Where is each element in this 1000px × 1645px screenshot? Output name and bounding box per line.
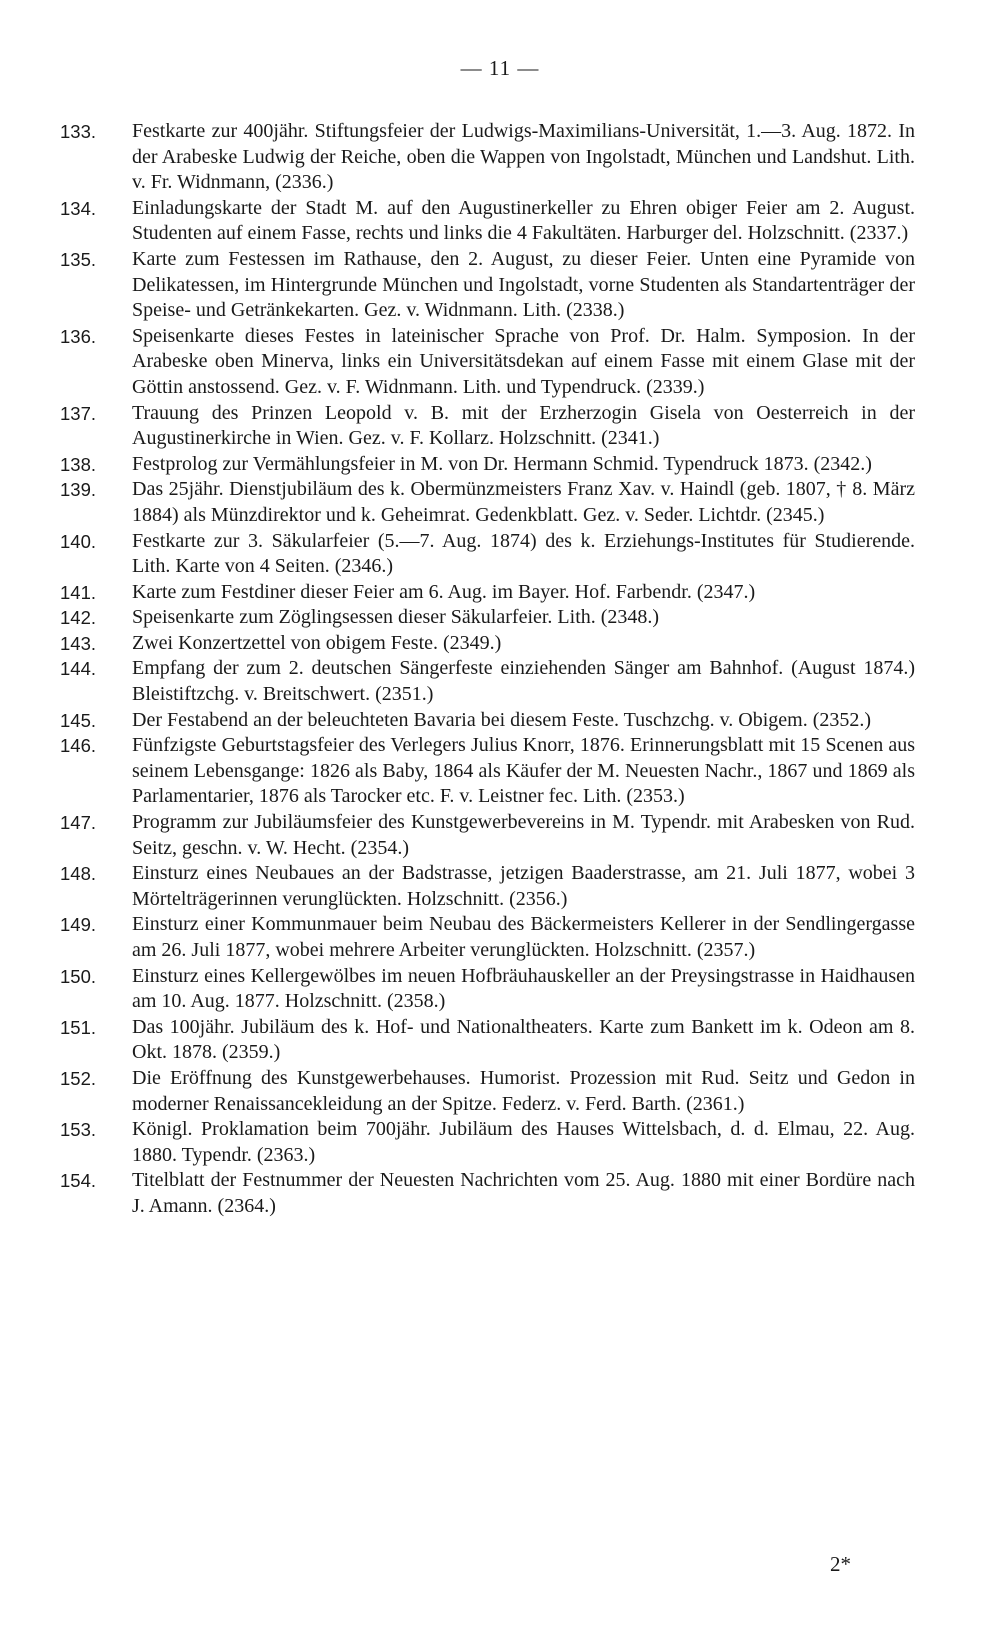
entry-text: Das 25jähr. Dienstjubiläum des k. Obermünzmeisters Franz Xav. v. Haindl (geb. 1807, † 8. März 1884) als Münzdirektor und k. Geheimrat. Gedenkblatt. Gez. v. Seder. Lichtdr. (2345.) [132,478,915,526]
entry-number: 152. [60,1067,97,1089]
entry-number: 137. [60,402,97,424]
catalog-entry [60,119,915,196]
catalog-entry [60,810,915,861]
catalog-entry [60,401,915,452]
catalog-entry [60,656,915,707]
entry-text: Speisenkarte dieses Festes in lateinischer Sprache von Prof. Dr. Halm. Symposion. In der Arabeske oben Minerva, links ein Universitätsdekan auf einem Fasse mit einem Glase mit der Göttin anstossend. Gez. v. F. Widnmann. Lith. und Typendruck. (2339.) [132,324,915,398]
entry-text: Einsturz eines Kellergewölbes im neuen Hofbräuhauskeller an der Preysingstrasse in Haidhausen am 10. Aug. 1877. Holzschnitt. (2358.) [132,964,915,1013]
entry-number: 134. [60,197,97,219]
entry-text: Karte zum Festessen im Rathause, den 2. August, zu dieser Feier. Unten eine Pyramide von Delikatessen, im Hintergrunde München und Ingolstadt, vorne Studenten als Standartenträger der Speise- und Getränkekarten. Gez. v. Widnmann. Lith. (2338.) [132,247,915,322]
catalog-entry [60,529,915,580]
catalog-entry [60,912,915,963]
entry-number: 138. [60,453,97,475]
entry-number: 133. [60,121,97,142]
entry-text: Fünfzigste Geburtstagsfeier des Verlegers Julius Knorr, 1876. Erinnerungsblatt mit 15 Scenen aus seinem Lebensgange: 1826 als Baby, 1864 als Käufer der M. Neuesten Nachr., 1867 und 1869 als Parlamentarier, 1876 als Tarocker etc. F. v. Leistner fec. Lith. (2353.) [132,734,915,808]
catalog-entry [60,247,915,324]
entry-text: Speisenkarte zum Zöglingsessen dieser Säkularfeier. Lith. (2348.) [132,606,660,629]
catalog-entry-list [60,119,915,1220]
entry-number: 150. [60,965,97,987]
entry-number: 151. [60,1016,97,1038]
entry-text: Programm zur Jubiläumsfeier des Kunstgewerbevereins in M. Typendr. mit Arabesken von Rud. Seitz, geschn. v. W. Hecht. (2354.) [132,811,915,859]
entry-number: 140. [60,530,97,552]
entry-text: Zwei Konzertzettel von obigem Feste. (2349.) [132,631,502,654]
catalog-entry [60,324,915,401]
entry-number: 136. [60,325,97,347]
entry-text: Empfang der zum 2. deutschen Sängerfeste einziehenden Sänger am Bahnhof. (August 1874.) Bleistiftzchg. v. Breitschwert. (2351.) [132,657,915,706]
entry-text: Festkarte zur 3. Säkularfeier (5.—7. Aug. 1874) des k. Erziehungs-Institutes für Studierende. Lith. Karte von 4 Seiten. (2346.) [132,529,915,578]
entry-text: Das 100jähr. Jubiläum des k. Hof- und Nationaltheaters. Karte zum Bankett im k. Odeon am 8. Okt. 1878. (2359.) [132,1015,915,1064]
entry-text: Einsturz eines Neubaues an der Badstrasse, jetzigen Baaderstrasse, am 21. Juli 1877, wobei 3 Mörtelträgerinnen verunglückten. Holzschnitt. (2356.) [132,862,915,910]
entry-number: 142. [60,607,97,629]
entry-text: Festkarte zur 400jähr. Stiftungsfeier der Ludwigs-Maximilians-Universität, 1.—3. Aug. 1872. In der Arabeske Ludwig der Reiche, oben die Wappen von Ingolstadt, München und Landshut. Lith. v. Fr. Widnmann, (2336.) [132,120,915,194]
entry-number: 143. [60,632,97,654]
entry-number: 144. [60,658,97,680]
entry-number: 153. [60,1119,97,1141]
catalog-entry [60,1015,915,1066]
entry-text: Festprolog zur Vermählungsfeier in M. von Dr. Hermann Schmid. Typendruck 1873. (2342.) [132,452,872,475]
entry-number: 146. [60,735,97,757]
entry-text: Einladungskarte der Stadt M. auf den Augustinerkeller zu Ehren obiger Feier am 2. August. Studenten auf einem Fasse, rechts und links die 4 Fakultäten. Harburger del. Holzschnitt. (2337.) [132,196,915,245]
catalog-entry [60,196,915,247]
entry-number: 145. [60,709,97,731]
catalog-entry [60,1168,915,1219]
catalog-entry [60,708,915,734]
entry-text: Die Eröffnung des Kunstgewerbehauses. Humorist. Prozession mit Rud. Seitz und Gedon in moderner Renaissancekleidung an der Spitze. Federz. v. Ferd. Barth. (2361.) [132,1066,915,1115]
catalog-entry [60,605,915,631]
catalog-entry [60,964,915,1015]
page-number: — 11 — [460,56,540,80]
entry-text: Einsturz einer Kommunmauer beim Neubau des Bäckermeisters Kellerer in der Sendlingergasse am 26. Juli 1877, wobei mehrere Arbeiter verunglückten. Holzschnitt. (2357.) [132,913,915,961]
entry-number: 139. [60,479,97,501]
catalog-entry [60,477,915,528]
entry-text: Der Festabend an der beleuchteten Bavaria bei diesem Feste. Tuschzchg. v. Obigem. (2352.) [132,708,872,731]
catalog-entry [60,733,915,810]
catalog-entry [60,452,915,478]
entry-number: 135. [60,248,97,270]
entry-text: Trauung des Prinzen Leopold v. B. mit der Erzherzogin Gisela von Oesterreich in der Augustinerkirche in Wien. Gez. v. F. Kollarz. Holzschnitt. (2341.) [132,401,915,450]
catalog-entry [60,1117,915,1168]
entry-text: Titelblatt der Festnummer der Neuesten Nachrichten vom 25. Aug. 1880 mit einer Bordüre nach J. Amann. (2364.) [132,1169,915,1217]
catalog-entry [60,631,915,657]
catalog-entry [60,580,915,606]
entry-number: 147. [60,812,97,834]
catalog-entry [60,861,915,912]
entry-number: 154. [60,1170,97,1192]
entry-number: 141. [60,581,97,603]
entry-text: Königl. Proklamation beim 700jähr. Jubiläum des Hauses Wittelsbach, d. d. Elmau, 22. Aug. 1880. Typendr. (2363.) [132,1118,915,1166]
catalog-entry [60,1066,915,1117]
entry-number: 148. [60,863,97,885]
entry-number: 149. [60,914,97,936]
entry-text: Karte zum Festdiner dieser Feier am 6. Aug. im Bayer. Hof. Farbendr. (2347.) [132,580,756,603]
signature-mark: 2* [830,1552,851,1576]
